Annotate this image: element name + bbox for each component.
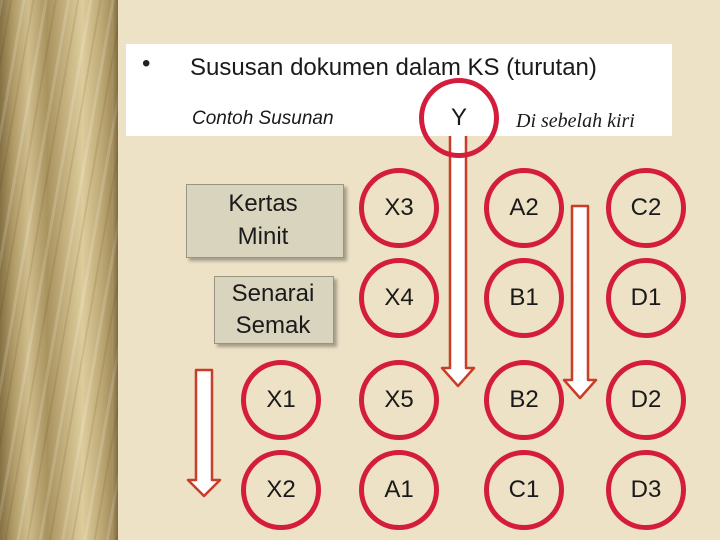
- cell-a1: A1: [384, 476, 414, 503]
- cell-c2: C2: [630, 194, 662, 221]
- cell-x2: X2: [266, 476, 296, 503]
- side-note: Di sebelah kiri: [516, 110, 635, 132]
- cell-x5: X5: [384, 386, 414, 413]
- bullet-marker: •: [142, 50, 151, 77]
- cell-x1: X1: [266, 386, 296, 413]
- kertas-minit-line2: Minit: [237, 223, 289, 250]
- slide-subtitle: Contoh Susunan: [192, 108, 334, 129]
- cell-x3: X3: [384, 194, 414, 221]
- cell-d1: D1: [630, 284, 662, 311]
- senarai-semak-line1: Senarai: [231, 280, 315, 307]
- kertas-minit-line1: Kertas: [228, 190, 298, 217]
- slide-title: Sususan dokumen dalam KS (turutan): [190, 54, 597, 81]
- cell-d2: D2: [630, 386, 662, 413]
- down-arrow-middle: [442, 132, 474, 386]
- cell-d3: D3: [630, 476, 662, 503]
- cell-b2: B2: [509, 386, 539, 413]
- y-label: Y: [450, 104, 467, 131]
- cell-x4: X4: [384, 284, 414, 311]
- cell-b1: B1: [509, 284, 539, 311]
- senarai-semak-line2: Semak: [235, 312, 311, 339]
- cell-c1: C1: [508, 476, 540, 503]
- cell-a2: A2: [509, 194, 539, 221]
- down-arrow-left: [188, 370, 220, 496]
